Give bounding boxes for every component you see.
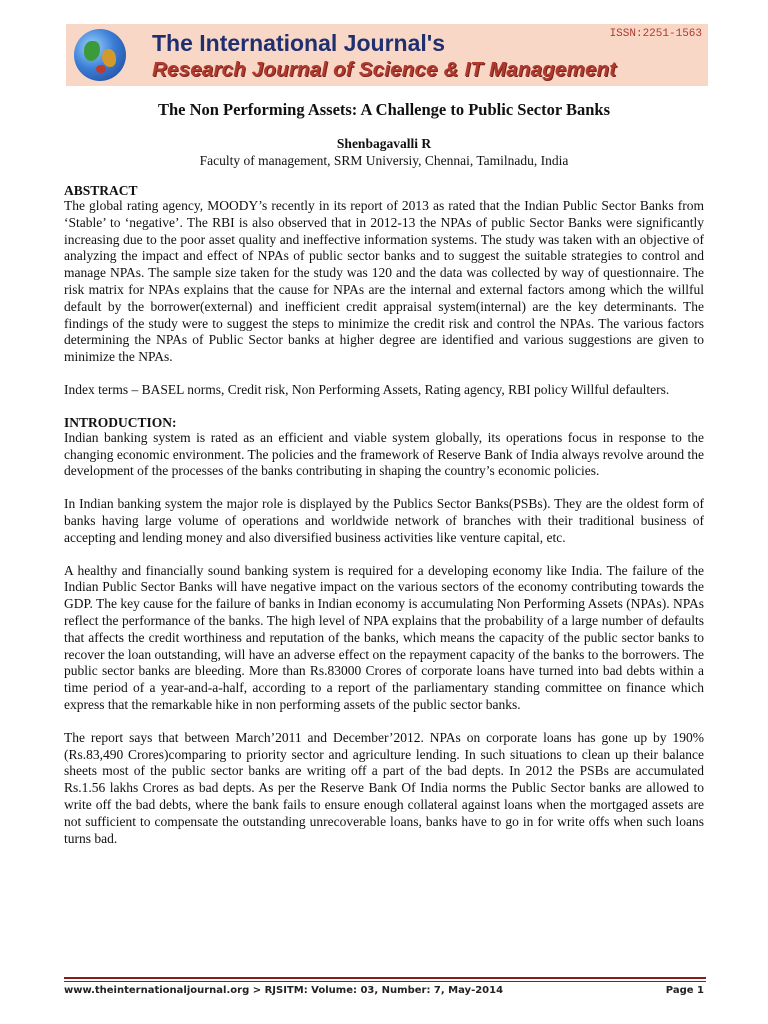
intro-paragraph: The report says that between March’2011 and December’2012. NPAs on corporate loans has gone up by 190% (Rs.83,490 Crores)comparing to priority sector and agriculture lending. In such situations to clean up their balance sheets most of the public sector banks are writing off a part of the bad depts. In 2012 the PSBs are accumulated Rs.1.56 lakhs Crores as bad depts. As per the Reserve Bank Of India norms the Public Sector banks are allowed to write off the bad debts, where the bank fails to ensure enough collateral against loans when the mortgaged assets are not sufficient to compensate the outstanding unrecoverable loans, banks have to go in for write offs when such loans turns bad. — [64, 729, 704, 846]
journal-banner — [66, 24, 708, 86]
author-name: Shenbagavalli R — [336, 136, 432, 151]
journal-name-line2: Research Journal of Science & IT Management — [152, 58, 617, 81]
paper-title: The Non Performing Assets: A Challenge to Public Sector Banks — [157, 100, 611, 119]
author-affiliation: Faculty of management, SRM Universiy, Chennai, Tamilnadu, India — [199, 153, 569, 168]
footer-citation: www.theinternationaljournal.org > RJSITM: Volume: 03, Number: 7, May-2014 — [64, 985, 504, 996]
intro-paragraph: In Indian banking system the major role is displayed by the Publics Sector Banks(PSBs). They are the oldest form of banks having large volume of operations and worldwide network of branches with their traditional business of accepting and lending money and also diversified business activities like venture capital, etc. — [64, 496, 704, 545]
footer-divider-thin — [64, 981, 706, 982]
intro-paragraph: Indian banking system is rated as an efficient and viable system globally, its operations focus in response to the changing economic environment. The policies and the framework of Reserve Bank of India always revolve around the development of the processes of the banks contributing in shaping the country’s economic policies. — [64, 429, 704, 479]
page-number: Page 1 — [665, 985, 704, 996]
globe-icon — [74, 29, 126, 81]
footer-divider — [64, 977, 706, 979]
journal-name-line1: The International Journal's — [152, 30, 446, 56]
index-terms: Index terms – BASEL norms, Credit risk, Non Performing Assets, Rating agency, RBI policy Willful defaulters. — [64, 381, 670, 397]
introduction-heading: INTRODUCTION: — [64, 414, 177, 430]
paper-body — [64, 100, 704, 847]
abstract-text: The global rating agency, MOODY’s recently in its report of 2013 as rated that the Indian Public Sector Banks from ‘Stable’ to ‘negative’. The RBI is also observed that in 2012-13 the NPAs of public Sector Banks were significantly increasing due to the poor asset quality and ineffective information systems. The study was taken with an objective of analyzing the impact and effect of NPAs of public sector banks and to suggest the suitable strategies to control and manage NPAs. The sample size taken for the study was 120 and the data was collected by way of questionnaire. The risk matrix for NPAs explains that the cause for NPAs are the internal and external factors among which the willful default by the borrower(external) and inefficient credit appraisal system(internal) are the key determinants. The findings of the study were to suggest the steps to minimize the credit risk and control the NPAs. The various factors determining the NPAs of Public Sector banks at higher degree are identified and various suggestions are given to minimize the NPAs. — [64, 198, 704, 365]
intro-paragraph: A healthy and financially sound banking system is required for a developing economy like India. The failure of the Indian Public Sector Banks will have negative impact on the various sectors of the economy contributing towards the GDP. The key cause for the failure of banks in Indian economy is accumulating Non Performing Assets (NPAs). NPAs reflect the performance of the banks. The high level of NPA explains that the probability of a large number of defaults that affects the credit worthiness and reputation of the banks, which means the capacity of the public sector banks to recover the loan outstanding, will have an adverse effect on the repayment capacity of the banks to the borrowers. The public sector banks are bleeding. More than Rs.83000 Crores of corporate loans have turned into bad debts within a time period of a year-and-a-half, according to a report of the parliamentary standing committee on finance which express that the remarkable hike in non performing assets of the public sector banks. — [64, 562, 704, 712]
abstract-heading: ABSTRACT — [64, 183, 138, 198]
issn-label: ISSN:2251-1563 — [609, 28, 702, 40]
